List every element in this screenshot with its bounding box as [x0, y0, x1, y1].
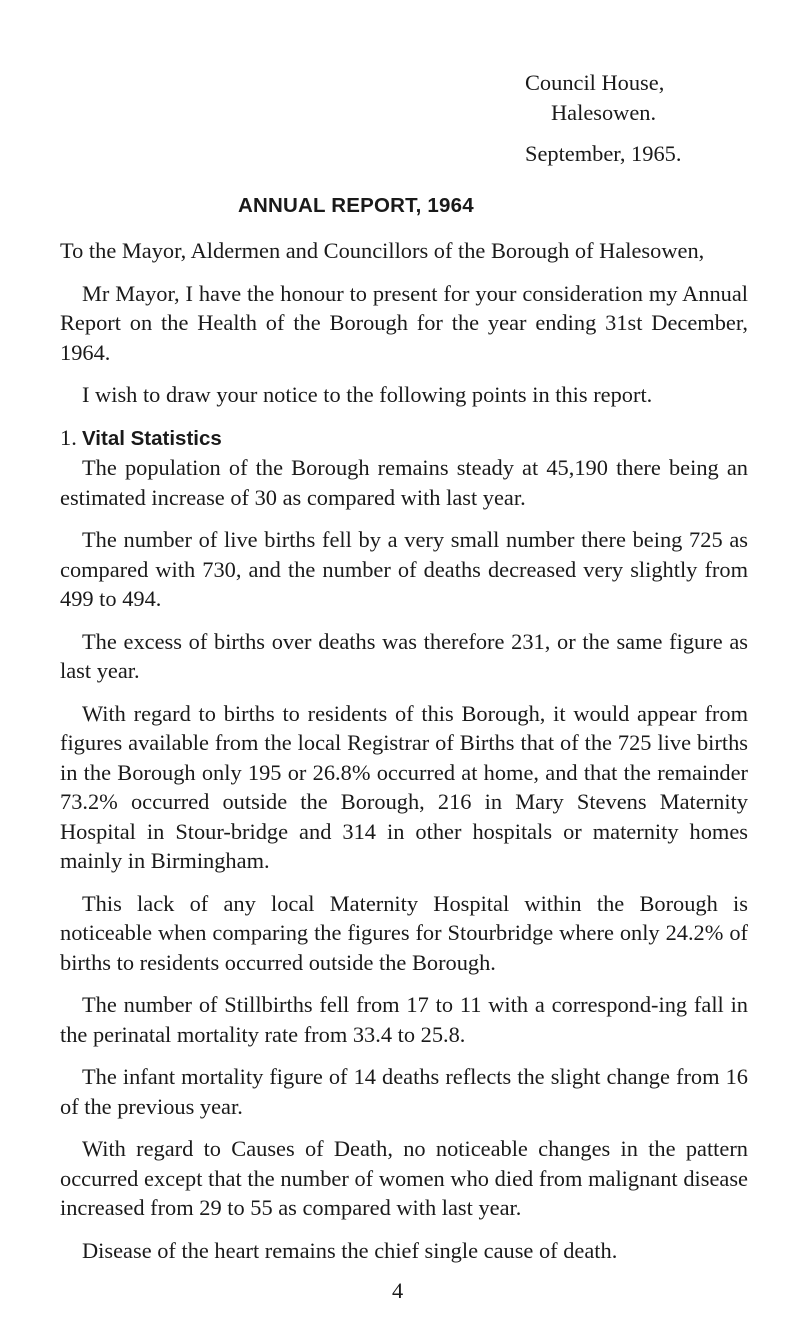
body-paragraph: The excess of births over deaths was therefore 231, or the same figure as last year. — [60, 628, 748, 683]
salutation: To the Mayor, Aldermen and Councillors of the Borough of Halesowen, — [60, 238, 705, 263]
address-block — [525, 68, 755, 127]
address-line-2: Halesowen. — [551, 99, 657, 125]
body-paragraph: Disease of the heart remains the chief single cause of death. — [82, 1237, 618, 1263]
address-line-1: Council House, — [525, 70, 665, 95]
intro-paragraph: I wish to draw your notice to the following points in this report. — [82, 382, 653, 407]
section-title: Vital Statistics — [82, 426, 222, 450]
body-paragraph: The infant mortality figure of 14 deaths reflects the slight change from 16 of the previous year. — [60, 1064, 748, 1119]
body-paragraph: The number of Stillbirths fell from 17 to 11 with a correspond-ing fall in the perinatal mortality rate from 33.4 to 25.8. — [60, 992, 748, 1047]
body-paragraph: The number of live births fell by a very small number there being 725 as compared with 730, and the number of deaths decreased very slightly from 499 to 494. — [60, 527, 748, 611]
report-title: ANNUAL REPORT, 1964 — [238, 193, 474, 217]
report-date: September, 1965. — [525, 141, 682, 166]
section-number: 1. — [60, 424, 77, 450]
body-paragraph: With regard to Causes of Death, no noticeable changes in the pattern occurred except that the number of women who died from malignant disease increased from 29 to 55 as compared with last year. — [60, 1136, 748, 1220]
body-paragraph: With regard to births to residents of this Borough, it would appear from figures available from the local Registrar of Births that of the 725 live births in the Borough only 195 or 26.8% occurred at home, and that the remainder 73.2% occurred outside the Borough, 216 in Mary Stevens Maternity Hospital in Stour-bridge and 314 in other hospitals or maternity homes mainly in Birmingham. — [60, 700, 748, 873]
body-paragraph: This lack of any local Maternity Hospital within the Borough is noticeable when comparing the figures for Stourbridge where only 24.2% of births to residents occurred outside the Borough. — [60, 890, 748, 975]
section-heading — [60, 423, 748, 454]
body-paragraph: The population of the Borough remains steady at 45,190 there being an estimated increase of 30 as compared with last year. — [60, 455, 748, 510]
page-number: 4 — [392, 1278, 404, 1303]
report-page — [60, 68, 748, 1265]
intro-paragraph: Mr Mayor, I have the honour to present for your consideration my Annual Report on the Health of the Borough for the year ending 31st December, 1964. — [60, 280, 748, 365]
